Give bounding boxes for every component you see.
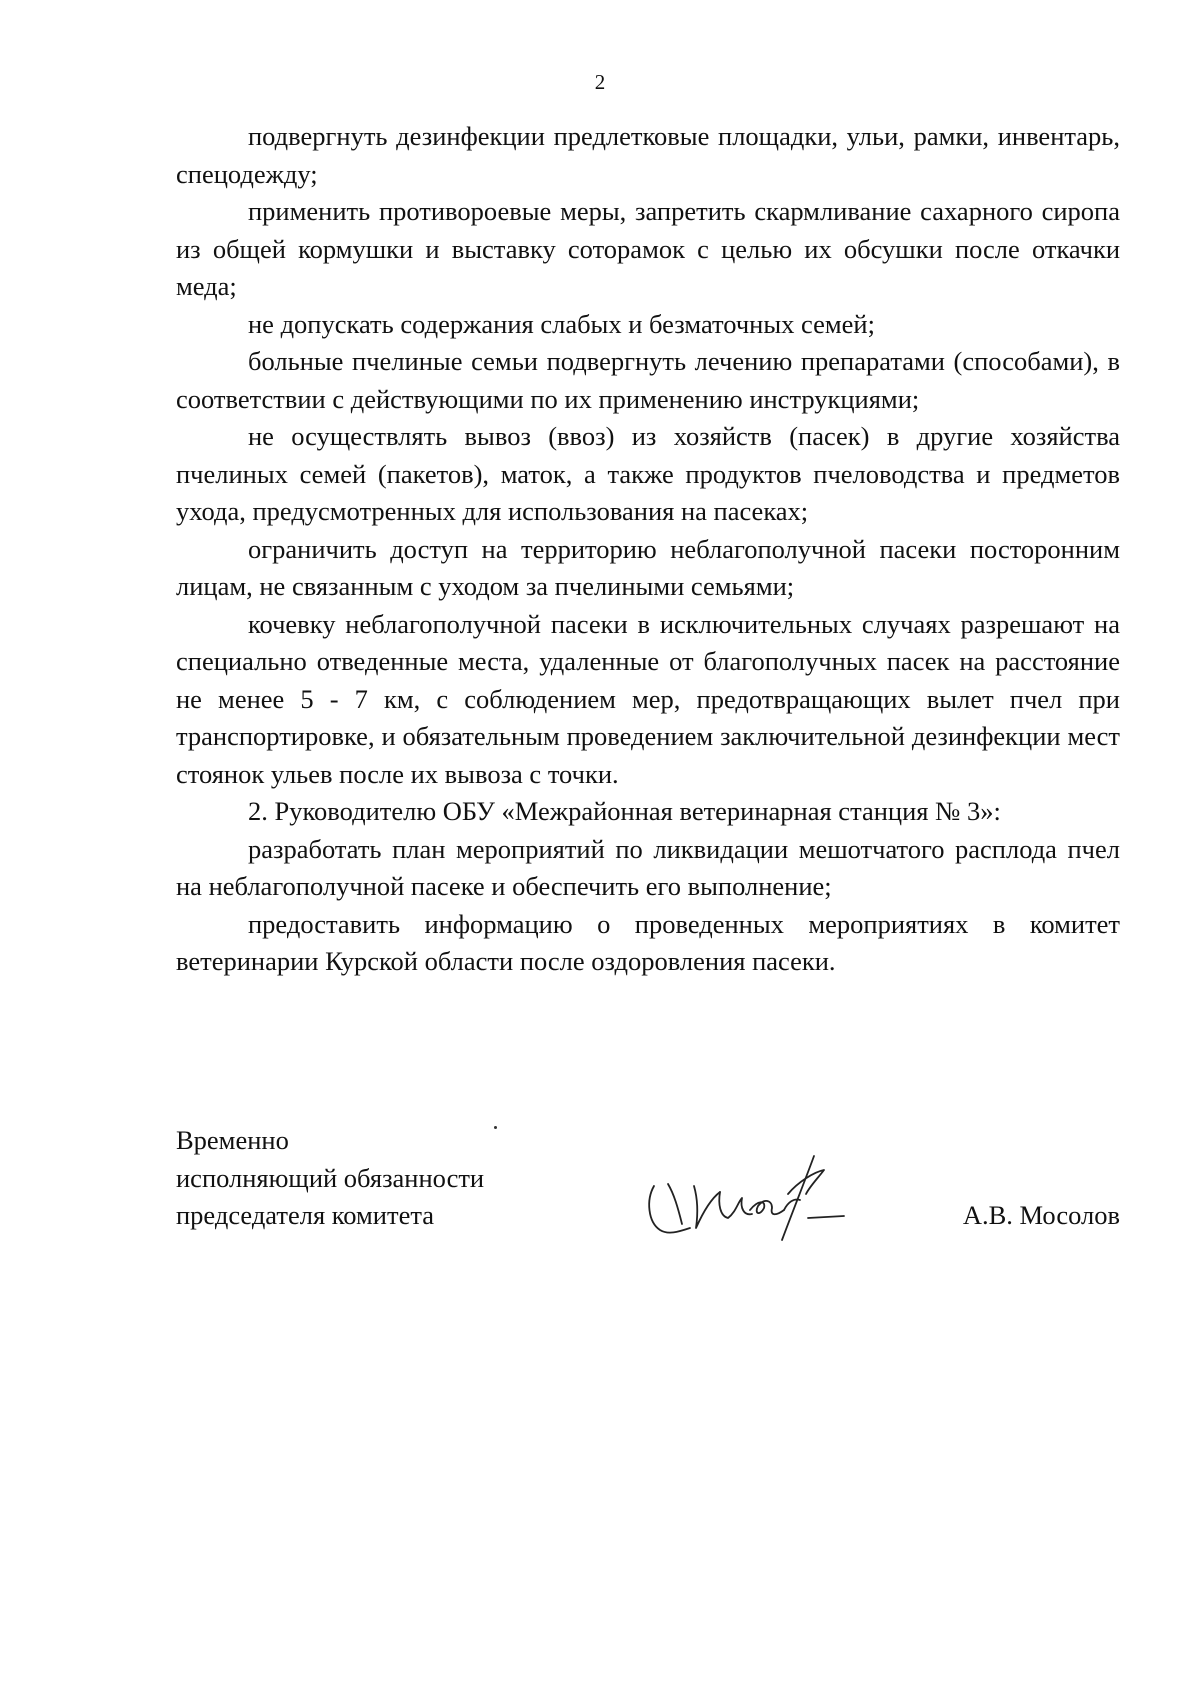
paragraph: больные пчелиные семьи подвергнуть лечению препаратами (способами), в соответствии с действующими по их применению инструкциями; <box>176 346 1120 414</box>
paragraph: разработать план мероприятий по ликвидации мешотчатого расплода пчел на неблагополучной пасеке и обеспечить его выполнение; <box>176 833 1120 901</box>
paragraph: не осуществлять вывоз (ввоз) из хозяйств (пасек) в другие хозяйства пчелиных семей (пакетов), маток, а также продуктов пчеловодства и предметов ухода, предусмотренных для использования на пасеках; <box>176 421 1120 526</box>
signer-title-line: председателя комитета <box>176 1200 434 1230</box>
page-number: 2 <box>594 70 606 94</box>
signer-title <box>176 1122 484 1235</box>
paragraph: не допускать содержания слабых и безматочных семей; <box>248 308 875 339</box>
paragraph: 2. Руководителю ОБУ «Межрайонная ветеринарная станция № 3»: <box>248 796 1001 826</box>
document-body <box>176 118 1120 981</box>
signer-title-line: исполняющий обязанности <box>176 1162 485 1193</box>
signer-name: А.В. Мосолов <box>962 1200 1120 1230</box>
paragraph: ограничить доступ на территорию неблагополучной пасеки посторонним лицам, не связанным с уходом за пчелиными семьями; <box>176 533 1120 601</box>
signer-title-line: Временно <box>176 1125 289 1155</box>
paragraph: кочевку неблагополучной пасеки в исключительных случаях разрешают на специально отведенные места, удаленные от благополучных пасек на расстояние не менее 5 - 7 км, с соблюдением мер, предотвращающих вылет пчел при транспортировке, и обязательным проведением заключительной дезинфекции мест стоянок ульев после их вывоза с точки. <box>176 608 1120 789</box>
handwritten-signature-icon <box>638 1142 858 1250</box>
paragraph: подвергнуть дезинфекции предлетковые площадки, ульи, рамки, инвентарь, спецодежду; <box>176 121 1120 189</box>
signature-block <box>176 1122 1120 1272</box>
paragraph: применить противороевые меры, запретить скармливание сахарного сиропа из общей кормушки и выставку соторамок с целью их обсушки после откачки меда; <box>176 196 1120 301</box>
paragraph: предоставить информацию о проведенных мероприятиях в комитет ветеринарии Курской области после оздоровления пасеки. <box>176 908 1120 976</box>
